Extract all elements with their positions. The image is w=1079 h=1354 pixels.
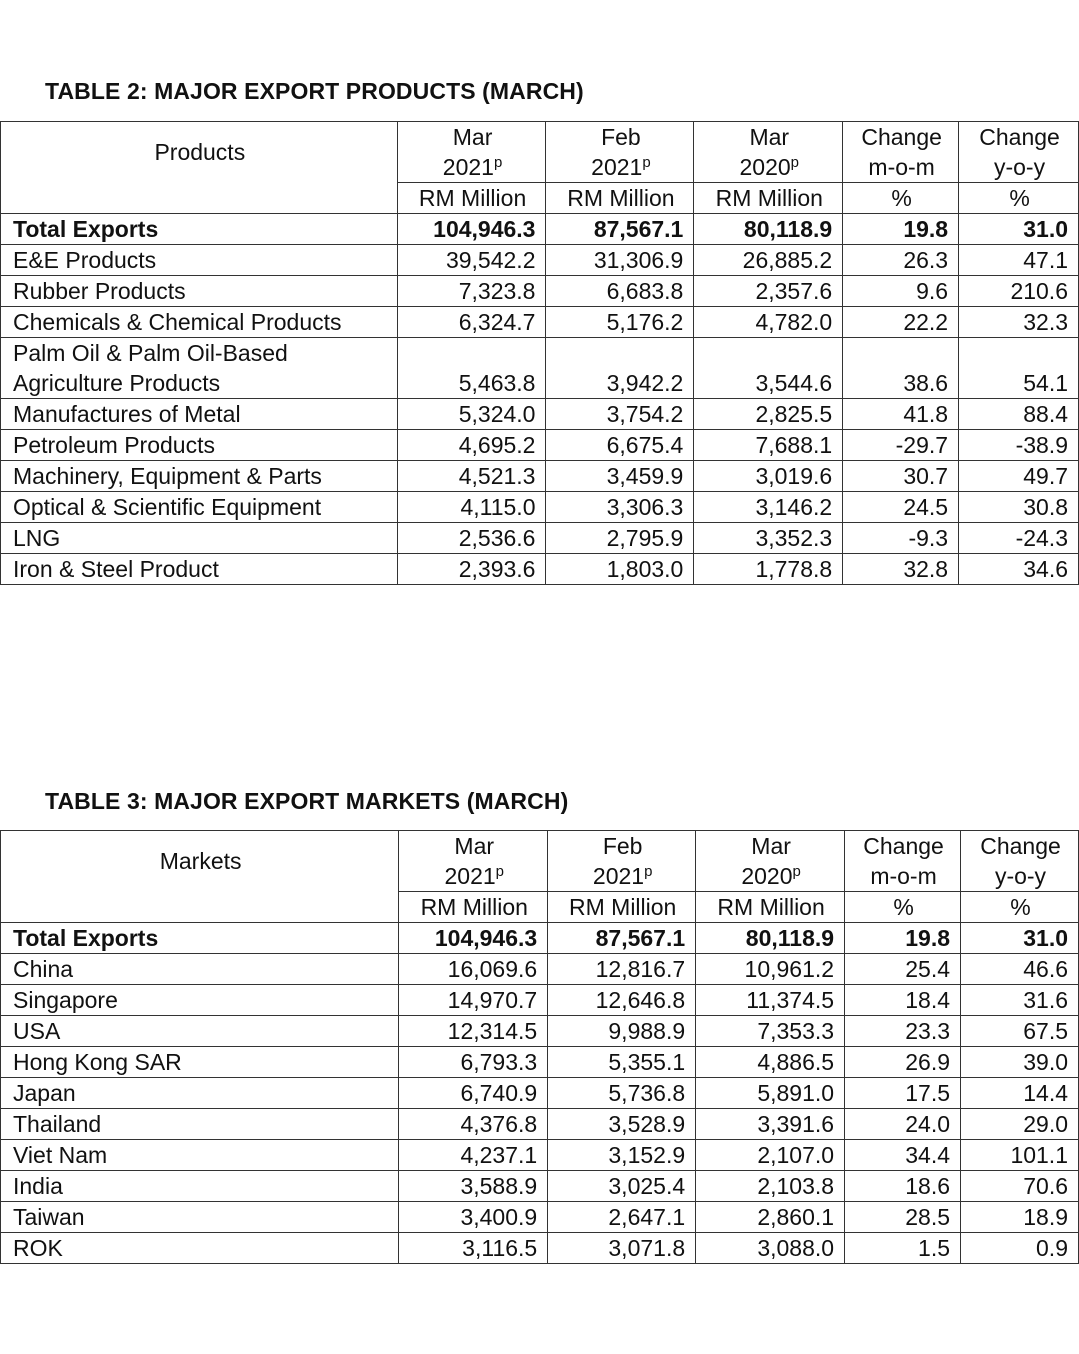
table-row — [1, 307, 1079, 338]
column-header — [843, 122, 959, 183]
table-cell: -38.9 — [959, 430, 1079, 461]
column-header-line2 — [857, 861, 950, 891]
column-header — [694, 122, 843, 183]
row-label — [1, 1140, 399, 1171]
row-label-text: Taiwan — [13, 1204, 85, 1230]
table-cell: 16,069.6 — [399, 954, 548, 985]
row-label-text: Palm Oil & Palm Oil-Based — [13, 340, 288, 366]
table-row — [1, 554, 1079, 585]
table-cell: 31,306.9 — [546, 245, 694, 276]
table-cell: 46.6 — [961, 954, 1079, 985]
table-cell: 2,107.0 — [696, 1140, 845, 1171]
row-label — [1, 338, 398, 399]
column-header — [696, 831, 845, 892]
row-label — [1, 1109, 399, 1140]
table-cell: 3,528.9 — [548, 1109, 696, 1140]
column-header — [959, 122, 1079, 183]
table-cell: 3,942.2 — [546, 338, 694, 399]
column-unit: RM Million — [696, 892, 845, 923]
column-header-line1: Feb — [602, 833, 643, 859]
row-label — [1, 1016, 399, 1047]
table-row — [1, 1233, 1079, 1264]
table-cell: 24.5 — [843, 492, 959, 523]
table-cell: 14,970.7 — [399, 985, 548, 1016]
column-header-year: m-o-m — [870, 863, 937, 889]
column-header-year: 2021 — [592, 863, 645, 889]
column-header-line1: Mar — [452, 124, 493, 150]
table-cell: 70.6 — [961, 1171, 1079, 1202]
table-cell: 41.8 — [843, 399, 959, 430]
table-row — [1, 1140, 1079, 1171]
table-3-title: TABLE 3: MAJOR EXPORT MARKETS (MARCH) — [45, 788, 569, 814]
header-row — [1, 831, 1079, 892]
column-header-year: 2020 — [739, 154, 791, 180]
table-cell: 23.3 — [845, 1016, 961, 1047]
column-header-year: y-o-y — [994, 863, 1047, 889]
table-row — [1, 523, 1079, 554]
header-row — [1, 122, 1079, 183]
table-row — [1, 461, 1079, 492]
table-row — [1, 399, 1079, 430]
row-label-text: Hong Kong SAR — [13, 1049, 182, 1075]
row-label — [1, 307, 398, 338]
column-header-line1: Feb — [601, 124, 641, 150]
table-cell: 4,695.2 — [397, 430, 546, 461]
table-row — [1, 214, 1079, 245]
table-cell: 3,352.3 — [694, 523, 843, 554]
table-cell: 14.4 — [961, 1078, 1079, 1109]
table-row — [1, 430, 1079, 461]
row-label — [1, 461, 398, 492]
table-cell: 31.6 — [961, 985, 1079, 1016]
row-label — [1, 554, 398, 585]
table-cell: 5,324.0 — [397, 399, 546, 430]
table-cell: 29.0 — [961, 1109, 1079, 1140]
column-header-line2 — [971, 152, 1068, 182]
column-unit: % — [845, 892, 961, 923]
table-cell: 4,115.0 — [397, 492, 546, 523]
table-cell: 30.8 — [959, 492, 1079, 523]
table-cell: 4,521.3 — [397, 461, 546, 492]
row-label — [1, 985, 399, 1016]
column-header — [845, 831, 961, 892]
table-cell: 26.3 — [843, 245, 959, 276]
column-header-line1: Change — [863, 833, 944, 859]
row-label-text: Petroleum Products — [13, 432, 215, 458]
table-cell: 6,683.8 — [546, 276, 694, 307]
table-cell: 6,740.9 — [399, 1078, 548, 1109]
column-header-line1: Mar — [454, 833, 495, 859]
row-label-text: Manufactures of Metal — [13, 401, 241, 427]
table-cell: 1.5 — [845, 1233, 961, 1264]
table-cell: 80,118.9 — [696, 923, 845, 954]
table-cell: -9.3 — [843, 523, 959, 554]
provisional-mark: p — [495, 863, 504, 880]
unit-row — [1, 892, 1079, 923]
column-header — [399, 831, 548, 892]
table-cell: 2,795.9 — [546, 523, 694, 554]
column-header-line2 — [973, 861, 1068, 891]
table-cell: 88.4 — [959, 399, 1079, 430]
table-cell: 18.4 — [845, 985, 961, 1016]
table-cell: 5,891.0 — [696, 1078, 845, 1109]
table-row — [1, 1109, 1079, 1140]
table-cell: 25.4 — [845, 954, 961, 985]
table-cell: 87,567.1 — [548, 923, 696, 954]
table-row — [1, 1202, 1079, 1233]
table-cell: 49.7 — [959, 461, 1079, 492]
table-cell: 12,314.5 — [399, 1016, 548, 1047]
table-cell: 3,019.6 — [694, 461, 843, 492]
row-label — [1, 1078, 399, 1109]
table-row — [1, 492, 1079, 523]
table-cell: 6,675.4 — [546, 430, 694, 461]
table-cell: 101.1 — [961, 1140, 1079, 1171]
column-header-line2 — [706, 152, 832, 182]
provisional-mark: p — [790, 154, 800, 171]
table-cell: 34.6 — [959, 554, 1079, 585]
row-label — [1, 214, 398, 245]
table-cell: 9.6 — [843, 276, 959, 307]
table-row — [1, 1078, 1079, 1109]
table-cell: 6,324.7 — [397, 307, 546, 338]
column-header-year: 2021 — [442, 154, 494, 180]
table-cell: 3,391.6 — [696, 1109, 845, 1140]
table-cell: 54.1 — [959, 338, 1079, 399]
row-label — [1, 276, 398, 307]
unit-blank — [1, 892, 399, 923]
table-cell: 2,536.6 — [397, 523, 546, 554]
row-label-text: E&E Products — [13, 247, 157, 273]
row-label — [1, 523, 398, 554]
row-label-text: Optical & Scientific Equipment — [13, 494, 322, 520]
table-cell: 22.2 — [843, 307, 959, 338]
table-row — [1, 985, 1079, 1016]
table-cell: 10,961.2 — [696, 954, 845, 985]
corner-label: Products — [1, 122, 398, 183]
table-cell: 19.8 — [845, 923, 961, 954]
table-cell: 12,646.8 — [548, 985, 696, 1016]
table-cell: 26.9 — [845, 1047, 961, 1078]
corner-label: Markets — [1, 831, 399, 892]
table-cell: 39,542.2 — [397, 245, 546, 276]
major-export-markets-table — [0, 830, 1079, 1264]
row-label-text: USA — [13, 1018, 61, 1044]
column-unit: RM Million — [399, 892, 548, 923]
row-label-text: Rubber Products — [13, 278, 186, 304]
row-label-text: ROK — [13, 1235, 63, 1261]
table-cell: 30.7 — [843, 461, 959, 492]
table-cell: 19.8 — [843, 214, 959, 245]
table-cell: 34.4 — [845, 1140, 961, 1171]
row-label — [1, 1233, 399, 1264]
table-cell: -29.7 — [843, 430, 959, 461]
table-cell: 3,088.0 — [696, 1233, 845, 1264]
table-row — [1, 1016, 1079, 1047]
row-label-text: LNG — [13, 525, 61, 551]
table-cell: 80,118.9 — [694, 214, 843, 245]
row-label-text: China — [13, 956, 74, 982]
column-unit: % — [961, 892, 1079, 923]
table-cell: 4,376.8 — [399, 1109, 548, 1140]
row-label — [1, 1202, 399, 1233]
row-label-text: Japan — [13, 1080, 76, 1106]
table-2-title: TABLE 2: MAJOR EXPORT PRODUCTS (MARCH) — [45, 78, 584, 104]
row-label — [1, 954, 399, 985]
column-header-line1: Mar — [749, 124, 790, 150]
table-cell: 31.0 — [959, 214, 1079, 245]
column-unit: RM Million — [397, 183, 546, 214]
table-cell: 6,793.3 — [399, 1047, 548, 1078]
table-cell: 38.6 — [843, 338, 959, 399]
column-header-line2 — [560, 861, 685, 891]
table-cell: 32.8 — [843, 554, 959, 585]
column-header-line1: Mar — [751, 833, 791, 859]
row-label-text: Machinery, Equipment & Parts — [13, 463, 322, 489]
column-header-year: y-o-y — [993, 154, 1046, 180]
table-cell: 5,736.8 — [548, 1078, 696, 1109]
row-label-text: Singapore — [13, 987, 118, 1013]
column-header — [548, 831, 696, 892]
column-header-year: 2020 — [741, 863, 793, 889]
row-label-text: Total Exports — [13, 216, 159, 242]
row-label — [1, 1047, 399, 1078]
table-cell: 39.0 — [961, 1047, 1079, 1078]
table-cell: 210.6 — [959, 276, 1079, 307]
table-cell: 18.9 — [961, 1202, 1079, 1233]
table-cell: 12,816.7 — [548, 954, 696, 985]
table-cell: 18.6 — [845, 1171, 961, 1202]
column-header — [961, 831, 1079, 892]
column-header-line2 — [410, 152, 536, 182]
row-label — [1, 492, 398, 523]
table-cell: 26,885.2 — [694, 245, 843, 276]
table-row — [1, 1047, 1079, 1078]
table-row — [1, 923, 1079, 954]
table-cell: 2,393.6 — [397, 554, 546, 585]
row-label — [1, 245, 398, 276]
table-cell: 28.5 — [845, 1202, 961, 1233]
table-cell: 7,353.3 — [696, 1016, 845, 1047]
major-export-products-table — [0, 121, 1079, 585]
table-cell: 2,860.1 — [696, 1202, 845, 1233]
table-cell: 3,146.2 — [694, 492, 843, 523]
column-unit: % — [959, 183, 1079, 214]
unit-row — [1, 183, 1079, 214]
table-row — [1, 954, 1079, 985]
column-unit: RM Million — [694, 183, 843, 214]
table-cell: 3,459.9 — [546, 461, 694, 492]
table-cell: 31.0 — [961, 923, 1079, 954]
table-cell: 3,400.9 — [399, 1202, 548, 1233]
table-row — [1, 1171, 1079, 1202]
column-header-line2 — [411, 861, 537, 891]
provisional-mark: p — [493, 154, 503, 171]
table-cell: 3,306.3 — [546, 492, 694, 523]
provisional-mark: p — [642, 154, 651, 171]
column-header-year: 2021 — [444, 863, 496, 889]
table-cell: 1,778.8 — [694, 554, 843, 585]
row-label-text: India — [13, 1173, 63, 1199]
column-header — [397, 122, 546, 183]
row-label — [1, 399, 398, 430]
table-cell: 4,782.0 — [694, 307, 843, 338]
table-cell: 4,886.5 — [696, 1047, 845, 1078]
table-cell: 3,544.6 — [694, 338, 843, 399]
table-cell: 87,567.1 — [546, 214, 694, 245]
table-cell: 67.5 — [961, 1016, 1079, 1047]
table-cell: 104,946.3 — [397, 214, 546, 245]
table-cell: 2,825.5 — [694, 399, 843, 430]
table-row — [1, 276, 1079, 307]
provisional-mark: p — [792, 863, 801, 880]
table-row — [1, 245, 1079, 276]
table-row — [1, 338, 1079, 399]
column-header-line2 — [855, 152, 948, 182]
table-cell: 5,463.8 — [397, 338, 546, 399]
table-cell: 2,103.8 — [696, 1171, 845, 1202]
table-cell: 32.3 — [959, 307, 1079, 338]
column-header-line1: Change — [979, 124, 1060, 150]
table-cell: 104,946.3 — [399, 923, 548, 954]
table-cell: 3,754.2 — [546, 399, 694, 430]
table-cell: 3,588.9 — [399, 1171, 548, 1202]
provisional-mark: p — [644, 863, 653, 880]
column-unit: % — [843, 183, 959, 214]
table-cell: 3,116.5 — [399, 1233, 548, 1264]
table-cell: 7,323.8 — [397, 276, 546, 307]
table-cell: 1,803.0 — [546, 554, 694, 585]
row-label-text-line2: Agriculture Products — [13, 370, 221, 396]
table-cell: 3,025.4 — [548, 1171, 696, 1202]
table-cell: 11,374.5 — [696, 985, 845, 1016]
column-unit: RM Million — [548, 892, 696, 923]
row-label — [1, 923, 399, 954]
row-label-text: Total Exports — [13, 925, 159, 951]
row-label — [1, 1171, 399, 1202]
row-label-text: Iron & Steel Product — [13, 556, 219, 582]
table-cell: 3,071.8 — [548, 1233, 696, 1264]
row-label-text: Chemicals & Chemical Products — [13, 309, 342, 335]
table-cell: 5,355.1 — [548, 1047, 696, 1078]
row-label-text: Thailand — [13, 1111, 102, 1137]
unit-blank — [1, 183, 398, 214]
column-header-year: m-o-m — [868, 154, 935, 180]
table-cell: 17.5 — [845, 1078, 961, 1109]
column-header — [546, 122, 694, 183]
table-cell: 5,176.2 — [546, 307, 694, 338]
table-cell: 7,688.1 — [694, 430, 843, 461]
table-cell: 2,357.6 — [694, 276, 843, 307]
table-cell: 3,152.9 — [548, 1140, 696, 1171]
column-header-line2 — [558, 152, 683, 182]
table-cell: -24.3 — [959, 523, 1079, 554]
row-label-text: Viet Nam — [13, 1142, 108, 1168]
column-unit: RM Million — [546, 183, 694, 214]
table-cell: 2,647.1 — [548, 1202, 696, 1233]
row-label — [1, 430, 398, 461]
column-header-line1: Change — [861, 124, 942, 150]
table-cell: 0.9 — [961, 1233, 1079, 1264]
table-cell: 4,237.1 — [399, 1140, 548, 1171]
table-cell: 9,988.9 — [548, 1016, 696, 1047]
column-header-year: 2021 — [591, 154, 643, 180]
column-header-line1: Change — [980, 833, 1061, 859]
column-header-line2 — [708, 861, 834, 891]
table-cell: 47.1 — [959, 245, 1079, 276]
table-cell: 24.0 — [845, 1109, 961, 1140]
